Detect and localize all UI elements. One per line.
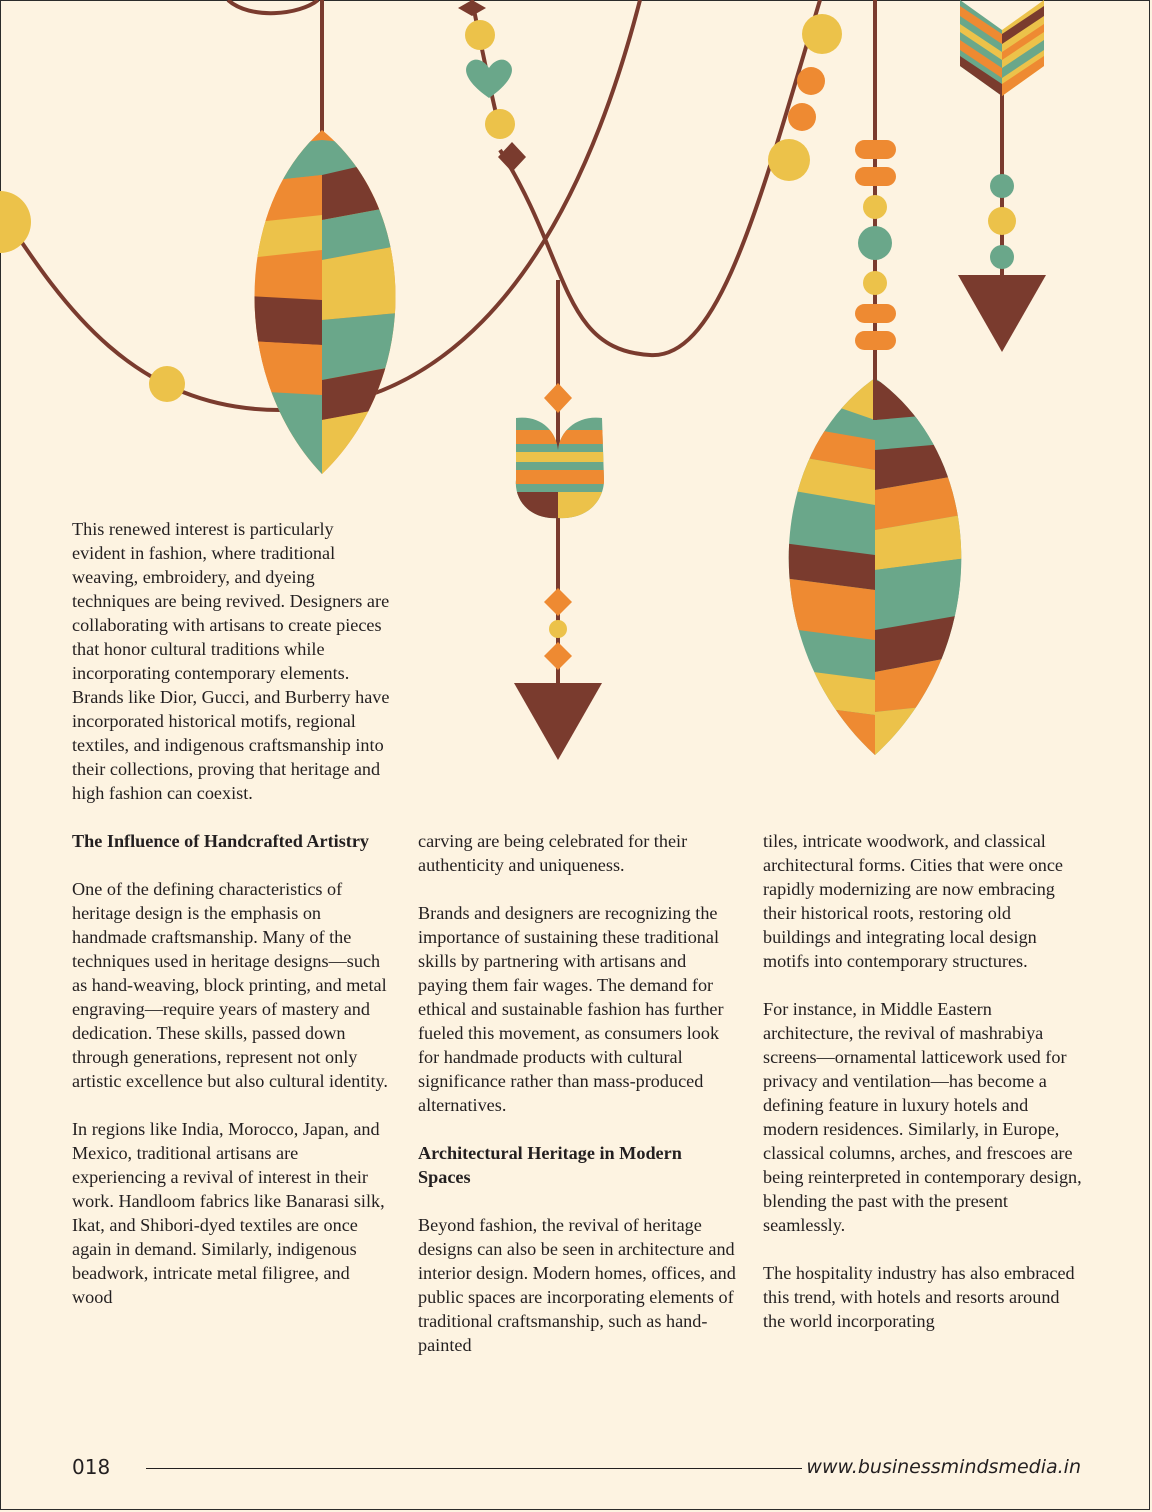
paragraph: This renewed interest is particularly evident in fashion, where traditional weaving, embroidery, and dyeing techniques are being revived. Designers are collaborating with artisans to create pieces that honor cultural traditions while incorporating contemporary elements. Brands like Dior, Gucci, and Burberry have incorporated historical motifs, regional textiles, and indigenous craftsmanship into their collections, proving that heritage and high fashion can coexist. (72, 519, 390, 803)
bead-yellow (149, 366, 185, 402)
text-column-right (763, 829, 1083, 1333)
top-right-arrow (958, 0, 1046, 352)
paragraph: In regions like India, Morocco, Japan, and Mexico, traditional artisans are experiencing a revival of interest in their work. Handloom fabrics like Banarasi silk, Ikat, and Shibori-dyed textiles are once again in demand. Similarly, indigenous beadwork, intricate metal filigree, and wood (72, 1119, 385, 1307)
paragraph: carving are being celebrated for their authenticity and uniqueness. (418, 831, 688, 875)
paragraph: The hospitality industry has also embraced this trend, with hotels and resorts around the world incorporating (763, 1263, 1075, 1331)
bead-yellow (0, 191, 31, 253)
footer-divider (146, 1468, 802, 1469)
section-heading: The Influence of Handcrafted Artistry (72, 831, 370, 851)
website-url[interactable]: www.businessmindsmedia.in (806, 1456, 1081, 1478)
paragraph: Beyond fashion, the revival of heritage designs can also be seen in architecture and interior design. Modern homes, offices, and public spaces are incorporating elements of traditional craftsmanship, such as hand-painted (418, 1215, 736, 1355)
paragraph: tiles, intricate woodwork, and classical architectural forms. Cities that were once rapidly modernizing are now embracing their historical roots, restoring old buildings and integrating local design motifs into contemporary structures. (763, 831, 1063, 971)
hanging-beads-center (458, 0, 526, 172)
text-column-left (72, 517, 390, 1309)
page-number: 018 (72, 1455, 111, 1479)
text-column-middle (418, 829, 738, 1357)
paragraph: For instance, in Middle Eastern architecture, the revival of mashrabiya screens—ornamental latticework used for privacy and ventilation—has become a defining feature in luxury hotels and modern residences. Similarly, in Europe, classical columns, arches, and frescoes are being reinterpreted in contemporary design, blending the past with the present seamlessly. (763, 999, 1082, 1235)
left-feather (230, 120, 430, 480)
paragraph: Brands and designers are recognizing the importance of sustaining these traditional skills by partnering with artisans and paying them fair wages. The demand for ethical and sustainable fashion has further fueled this movement, as consumers look for handmade products with cultural significance rather than mass-produced alternatives. (418, 903, 724, 1115)
section-heading: Architectural Heritage in Modern Spaces (418, 1143, 682, 1187)
right-feather (760, 370, 990, 760)
paragraph: One of the defining characteristics of heritage design is the emphasis on handmade craftsmanship. Many of the techniques used in heritage designs—such as hand-weaving, block printing, and metal engraving—require years of mastery and dedication. These skills, passed down through generations, represent not only artistic excellence but also cultural identity. (72, 879, 388, 1091)
